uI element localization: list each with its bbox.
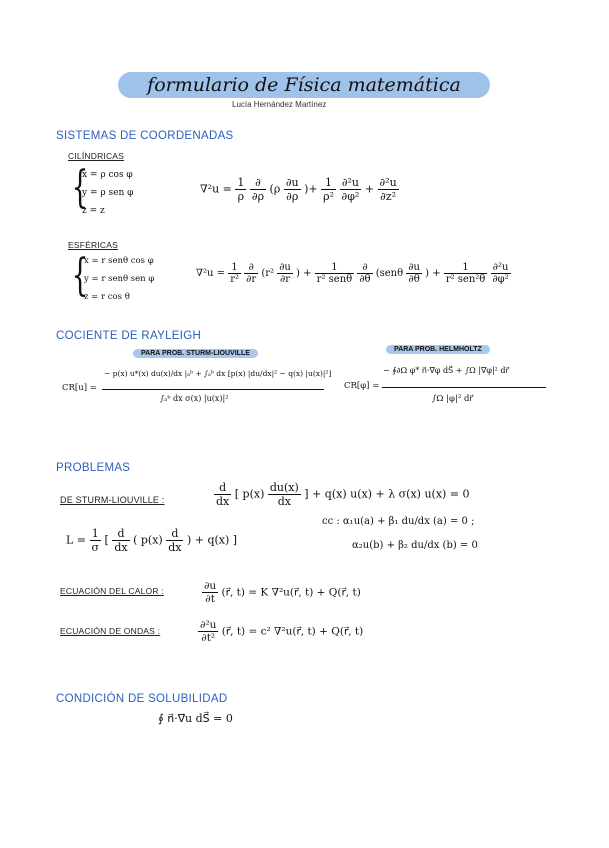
cyl-eq-x: x = ρ cos φ — [82, 170, 133, 180]
sph-laplacian — [196, 262, 511, 285]
frac-num: du(x) — [269, 481, 299, 494]
frac — [406, 262, 422, 285]
frac-den: ∂t² — [201, 632, 216, 644]
wave-equation — [198, 619, 363, 644]
frac-den: dx — [216, 495, 230, 508]
frac — [235, 176, 246, 203]
term: ) + q(x) ] — [186, 533, 238, 547]
heat-equation — [202, 580, 361, 605]
frac — [244, 262, 258, 285]
h-cr-den: ∫Ω |φ|² dr⃗ — [432, 394, 473, 404]
term: (r² — [261, 268, 275, 279]
frac — [357, 262, 372, 285]
problems-heading: PROBLEMAS — [56, 462, 131, 474]
cyl-lap-lhs: ∇²u = — [200, 182, 232, 196]
h-cr-lhs: CR[φ] = — [344, 381, 380, 391]
frac — [250, 176, 266, 203]
frac — [166, 527, 183, 554]
frac-den: ∂φ² — [492, 274, 509, 285]
coords-heading: SISTEMAS DE COORDENADAS — [56, 130, 234, 142]
term: ) + — [296, 268, 312, 279]
frac — [444, 262, 488, 285]
sl-problem-label: DE STURM-LIOUVILLE : — [60, 495, 165, 505]
frac-num: ∂u — [408, 262, 420, 273]
boundary-condition-a: cc : α₁u(a) + β₁ du/dx (a) = 0 ; — [322, 516, 475, 527]
rayleigh-heading: COCIENTE DE RAYLEIGH — [56, 330, 202, 342]
cyl-eq-y: y = ρ sen φ — [82, 188, 134, 198]
sl-cr-num: − p(x) u*(x) du(x)/dx |ₐᵇ + ∫ₐᵇ dx [p(x) |du/dx|² − q(x) |u(x)|²] — [104, 369, 332, 378]
frac-num: ∂ — [250, 176, 266, 190]
term: (r⃗, t) = c² ∇²u(r⃗, t) + Q(r⃗, t) — [221, 625, 364, 638]
term: (ρ — [269, 182, 281, 196]
frac — [268, 481, 301, 508]
frac-num: 1 — [315, 262, 354, 274]
frac-den: ρ² — [323, 190, 334, 203]
frac-num: ∂u — [204, 580, 217, 592]
frac-den: ∂t — [205, 593, 215, 605]
sph-lap-lhs: ∇²u = — [196, 268, 225, 279]
sph-eq-z: z = r cos θ — [84, 292, 130, 302]
frac — [112, 527, 129, 554]
term: )+ — [304, 182, 318, 196]
frac — [321, 176, 336, 203]
sph-eq-y: y = r senθ sen φ — [84, 274, 155, 284]
frac-den: r² senθ — [316, 274, 353, 285]
frac-num: ∂²u — [491, 262, 511, 274]
author-name: Lucía Hernández Martínez — [232, 100, 327, 109]
sph-brace: { — [71, 250, 89, 301]
frac-den: σ — [91, 541, 100, 554]
frac-num: 1 — [444, 262, 488, 274]
term: (r⃗, t) = K ∇²u(r⃗, t) + Q(r⃗, t) — [221, 586, 361, 599]
frac — [202, 580, 218, 605]
frac — [228, 262, 241, 285]
frac-den: ∂φ² — [341, 190, 360, 203]
frac-den: ∂θ — [359, 274, 371, 285]
sl-cr-den: ∫ₐᵇ dx σ(x) |u(x)|² — [160, 394, 229, 403]
cyl-label: CILÍNDRICAS — [68, 151, 125, 161]
frac-den: ∂ρ — [251, 190, 265, 203]
frac-num: 1 — [321, 176, 336, 190]
frac — [284, 176, 301, 203]
frac — [90, 527, 102, 554]
frac-den: dx — [277, 495, 291, 508]
frac-den: ∂r — [246, 274, 257, 285]
sl-cr-fraction-bar — [102, 389, 324, 390]
boundary-condition-b: α₂u(b) + β₂ du/dx (b) = 0 — [352, 540, 478, 551]
frac-num: ∂²u — [379, 176, 397, 189]
term: (senθ — [375, 268, 404, 279]
frac-num: ∂²u — [200, 619, 217, 631]
frac-num: ∂²u — [340, 176, 362, 190]
heat-label: ECUACIÓN DEL CALOR : — [60, 586, 164, 596]
frac — [315, 262, 354, 285]
frac-num: 1 — [228, 262, 241, 274]
frac — [198, 619, 218, 644]
frac-num: 1 — [90, 527, 102, 541]
cyl-laplacian — [200, 176, 399, 203]
term: L = — [66, 533, 87, 547]
term: [ p(x) — [234, 487, 265, 501]
h-cr-fraction-bar — [382, 387, 546, 388]
term: ] + q(x) u(x) + λ σ(x) u(x) = 0 — [304, 487, 470, 501]
frac-den: ∂r — [280, 274, 290, 285]
frac-num: d — [166, 527, 183, 541]
sl-operator — [66, 527, 237, 554]
sl-pill: PARA PROB. STURM-LIOUVILLE — [133, 349, 258, 358]
solvability-equation: ∮ n⃗·∇⃗u dS⃗ = 0 — [158, 712, 233, 725]
sl-cr-lhs: CR[u] = — [62, 383, 97, 393]
frac-num: ∂u — [285, 176, 299, 189]
frac — [214, 481, 231, 508]
frac-den: ∂z² — [380, 190, 397, 203]
h-cr-num: − ∮∂Ω φ* n⃗·∇⃗φ dS⃗ + ∫Ω |∇⃗φ|² dr⃗ — [383, 366, 509, 375]
term: ( p(x) — [133, 533, 163, 547]
frac-num: ∂u — [279, 262, 291, 273]
frac-den: dx — [114, 541, 128, 554]
solvability-heading: CONDICIÓN DE SOLUBILIDAD — [56, 693, 228, 705]
term: ) + — [425, 268, 441, 279]
frac-num: ∂ — [357, 262, 372, 274]
frac-den: dx — [168, 541, 182, 554]
cyl-brace: { — [71, 162, 89, 213]
frac-den: r² sen²θ — [445, 274, 486, 285]
frac — [340, 176, 362, 203]
frac-den: r² — [230, 274, 239, 285]
sph-label: ESFÉRICAS — [68, 240, 118, 250]
wave-label: ECUACIÓN DE ONDAS : — [60, 626, 161, 636]
frac-num: d — [112, 527, 129, 541]
term: + — [364, 182, 375, 196]
term: [ — [104, 533, 109, 547]
helmholtz-pill: PARA PROB. HELMHOLTZ — [386, 345, 490, 354]
frac-num: d — [214, 481, 231, 495]
sl-equation — [214, 481, 470, 508]
frac-den: ρ — [237, 190, 245, 203]
frac-num: 1 — [237, 176, 245, 189]
page-title: formulario de Física matemática — [147, 74, 461, 96]
frac — [378, 176, 399, 203]
cyl-eq-z: z = z — [82, 206, 105, 216]
frac-den: ∂ρ — [286, 190, 299, 203]
sph-eq-x: x = r senθ cos φ — [84, 256, 154, 266]
frac — [277, 262, 293, 285]
frac-num: ∂ — [244, 262, 258, 274]
frac-den: ∂θ — [408, 274, 420, 285]
frac — [491, 262, 511, 285]
